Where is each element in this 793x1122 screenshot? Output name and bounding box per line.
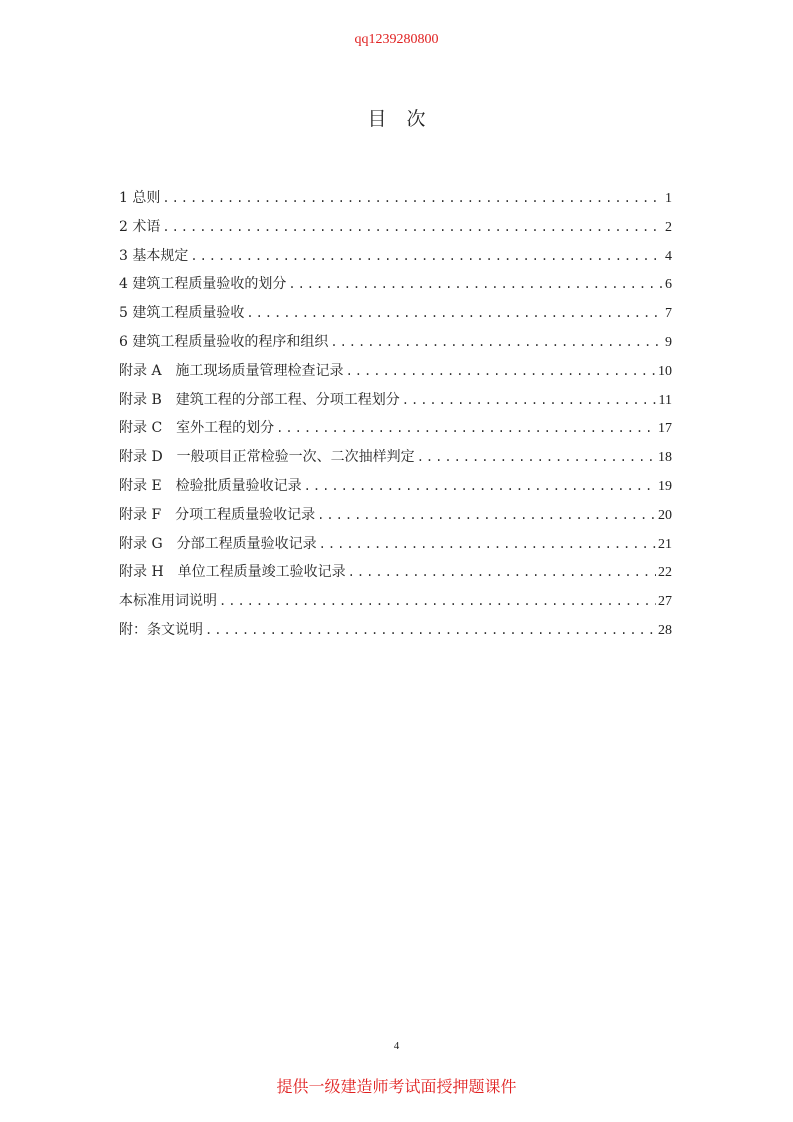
toc-entry-page: 11 — [658, 392, 672, 408]
toc-entry-label: 附：条文说明 — [119, 621, 203, 638]
toc-dot-leader — [348, 558, 656, 587]
toc-entry-label: 1 总则 — [119, 190, 161, 206]
toc-entry-page: 1 — [665, 191, 672, 206]
toc-dot-leader — [319, 530, 656, 559]
page-title: 目次 — [367, 108, 446, 130]
toc-entry[interactable] — [119, 299, 672, 328]
toc-dot-leader — [330, 328, 663, 357]
toc-entry-page: 7 — [665, 306, 672, 322]
toc-entry-label: 附录 G 分部工程质量验收记录 — [119, 535, 317, 552]
toc-dot-leader — [190, 242, 663, 271]
toc-entry-page: 20 — [658, 507, 672, 523]
toc-entry[interactable] — [119, 184, 672, 213]
toc-dot-leader — [317, 501, 656, 530]
toc-dot-leader — [246, 299, 663, 328]
toc-entry-label: 附录 C 室外工程的划分 — [119, 420, 275, 437]
header-watermark: qq1239280800 — [354, 32, 439, 47]
toc-dot-leader — [276, 414, 656, 443]
toc-entry[interactable] — [119, 558, 672, 587]
toc-entry-page: 10 — [658, 363, 672, 379]
toc-entry-page: 4 — [665, 248, 672, 264]
toc-entry-page: 17 — [658, 421, 672, 437]
toc-dot-leader — [162, 213, 663, 242]
toc-entry[interactable] — [119, 357, 672, 386]
page-number: 4 — [393, 1040, 400, 1052]
toc-entry-label: 6 建筑工程质量验收的程序和组织 — [119, 333, 329, 350]
toc-entry-label: 附录 E 检验批质量验收记录 — [119, 477, 302, 494]
toc-entry[interactable] — [119, 270, 672, 299]
toc-entry[interactable] — [119, 242, 672, 271]
toc-entry-label: 附录 B 建筑工程的分部工程、分项工程划分 — [119, 391, 400, 408]
toc-entry-label: 4 建筑工程质量验收的划分 — [119, 276, 287, 293]
toc-entry[interactable] — [119, 616, 672, 645]
toc-entry-page: 9 — [665, 334, 672, 350]
toc-dot-leader — [417, 443, 656, 472]
toc-entry-page: 6 — [665, 277, 672, 293]
toc-entry-page: 27 — [658, 594, 672, 610]
toc-dot-leader — [219, 587, 656, 616]
toc-entry[interactable] — [119, 414, 672, 443]
toc-entry[interactable] — [119, 501, 672, 530]
toc-entry[interactable] — [119, 443, 672, 472]
toc-dot-leader — [304, 472, 656, 501]
toc-dot-leader — [162, 184, 663, 213]
toc-entry-page: 18 — [658, 450, 672, 466]
toc-entry-label: 2 术语 — [119, 218, 161, 235]
toc-entry[interactable] — [119, 472, 672, 501]
toc-entry-label: 附录 D 一般项目正常检验一次、二次抽样判定 — [119, 449, 415, 466]
toc-entry-label: 3 基本规定 — [119, 247, 189, 264]
toc-entry-page: 21 — [658, 536, 672, 552]
toc-entry-label: 附录 H 单位工程质量竣工验收记录 — [119, 564, 346, 581]
toc-entry-label: 本标准用词说明 — [119, 593, 217, 610]
toc-entry-label: 附录 A 施工现场质量管理检查记录 — [119, 362, 344, 379]
toc-entry-page: 2 — [665, 219, 672, 235]
toc-entry-label: 附录 F 分项工程质量验收记录 — [119, 506, 316, 523]
toc-dot-leader — [288, 270, 663, 299]
footer-watermark: 提供一级建造师考试面授押题课件 — [276, 1077, 517, 1096]
toc-dot-leader — [205, 616, 656, 645]
table-of-contents — [119, 184, 672, 645]
toc-entry[interactable] — [119, 328, 672, 357]
toc-entry-label: 5 建筑工程质量验收 — [119, 305, 245, 322]
toc-entry[interactable] — [119, 213, 672, 242]
toc-entry-page: 28 — [658, 622, 672, 638]
toc-entry[interactable] — [119, 587, 672, 616]
toc-entry[interactable] — [119, 530, 672, 559]
toc-entry-page: 19 — [658, 478, 672, 494]
toc-dot-leader — [346, 357, 656, 386]
toc-entry[interactable] — [119, 386, 672, 415]
toc-dot-leader — [402, 386, 657, 415]
toc-entry-page: 22 — [658, 565, 672, 581]
